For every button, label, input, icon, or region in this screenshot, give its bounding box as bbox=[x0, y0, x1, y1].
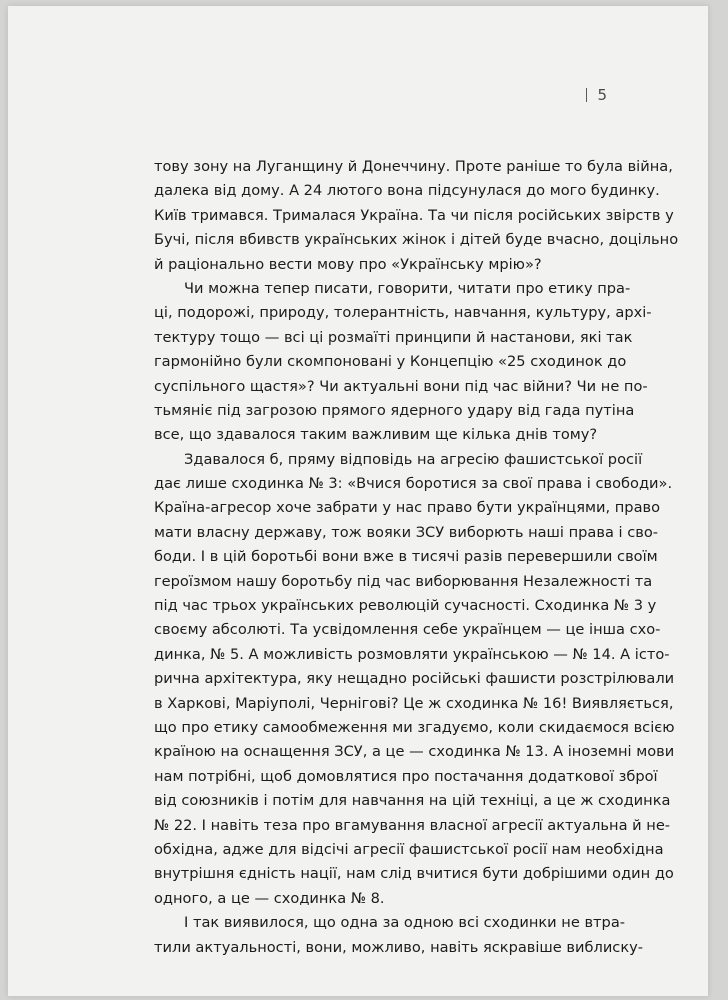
text-line: своєму абсолюті. Та усвідомлення себе українцем — це інша схо- bbox=[154, 621, 661, 639]
book-page bbox=[8, 6, 708, 996]
text-line: тили актуальності, вони, можливо, навіть яскравіше виблиску- bbox=[154, 938, 644, 956]
text-line: від союзників і потім для навчання на цій техніці, а це ж сходинка bbox=[154, 792, 671, 810]
text-line: гармонійно були скомпоновані у Концепцію «25 сходинок до bbox=[154, 353, 627, 371]
text-line: динка, № 5. А можливість розмовляти українською — № 14. А істо- bbox=[154, 645, 670, 663]
text-line: й раціонально вести мову про «Українську мрію»? bbox=[154, 255, 542, 273]
text-line: Здавалося б, пряму відповідь на агресію фашистської росії bbox=[184, 450, 643, 468]
paragraph bbox=[154, 277, 652, 448]
body-text bbox=[154, 155, 679, 960]
page-number-value: 5 bbox=[597, 86, 608, 104]
text-line: країною на оснащення ЗСУ, а це — сходинка № 13. А іноземні мови bbox=[154, 743, 675, 761]
text-line: Чи можна тепер писати, говорити, читати про етику пра- bbox=[184, 279, 631, 297]
page-number-divider bbox=[586, 88, 587, 102]
text-line: мати власну державу, тож вояки ЗСУ виборють наші права і сво- bbox=[154, 523, 659, 541]
text-line: в Харкові, Маріуполі, Чернігові? Це ж сходинка № 16! Виявляється, bbox=[154, 694, 674, 712]
paragraph bbox=[154, 448, 675, 911]
text-line: що про етику самообмеження ми згадуємо, коли скидаємося всією bbox=[154, 718, 675, 736]
text-line: внутрішня єдність нації, нам слід вчитися бути добрішими один до bbox=[154, 865, 674, 883]
paragraph bbox=[154, 911, 644, 960]
text-line: Київ тримався. Трималася Україна. Та чи після російських звірств у bbox=[154, 206, 674, 224]
text-line: тову зону на Луганщину й Донеччину. Проте раніше то була війна, bbox=[154, 158, 673, 175]
text-line: нам потрібні, щоб домовлятися про постачання додаткової зброї bbox=[154, 767, 658, 785]
text-line: все, що здавалося таким важливим ще кілька днів тому? bbox=[154, 426, 598, 444]
text-line: Країна-агресор хоче забрати у нас право бути українцями, право bbox=[154, 499, 661, 517]
text-line: № 22. І навіть теза про вгамування власної агресії актуальна й не- bbox=[154, 816, 671, 834]
text-line: під час трьох українських революцій сучасності. Сходинка № 3 у bbox=[154, 597, 657, 615]
text-line: далека від дому. А 24 лютого вона підсунулася до мого будинку. bbox=[154, 182, 660, 200]
page-number bbox=[586, 86, 608, 104]
text-line: І так виявилося, що одна за одною всі сходинки не втра- bbox=[184, 914, 626, 932]
text-line: суспільного щастя»? Чи актуальні вони під час війни? Чи не по- bbox=[154, 377, 648, 395]
text-line: одного, а це — сходинка № 8. bbox=[154, 889, 385, 907]
text-line: Бучі, після вбивств українських жінок і дітей буде вчасно, доцільно bbox=[154, 231, 679, 249]
paragraph bbox=[154, 155, 679, 277]
text-line: дає лише сходинка № 3: «Вчися боротися за свої права і свободи». bbox=[154, 475, 673, 493]
text-line: обхідна, адже для відсічі агресії фашистської росії нам необхідна bbox=[154, 840, 664, 858]
text-line: героїзмом нашу боротьбу під час виборювання Незалежності та bbox=[154, 572, 653, 590]
text-line: боди. І в цій боротьбі вони вже в тисячі разів перевершили своїм bbox=[154, 548, 658, 566]
text-line: тектуру тощо — всі ці розмаїті принципи й настанови, які так bbox=[154, 328, 633, 346]
text-line: тьмяніє під загрозою прямого ядерного удару від гада путіна bbox=[154, 401, 635, 419]
text-line: рична архітектура, яку нещадно російські фашисти розстрілювали bbox=[154, 670, 675, 688]
text-line: ці, подорожі, природу, толерантність, навчання, культуру, архі- bbox=[154, 304, 652, 322]
